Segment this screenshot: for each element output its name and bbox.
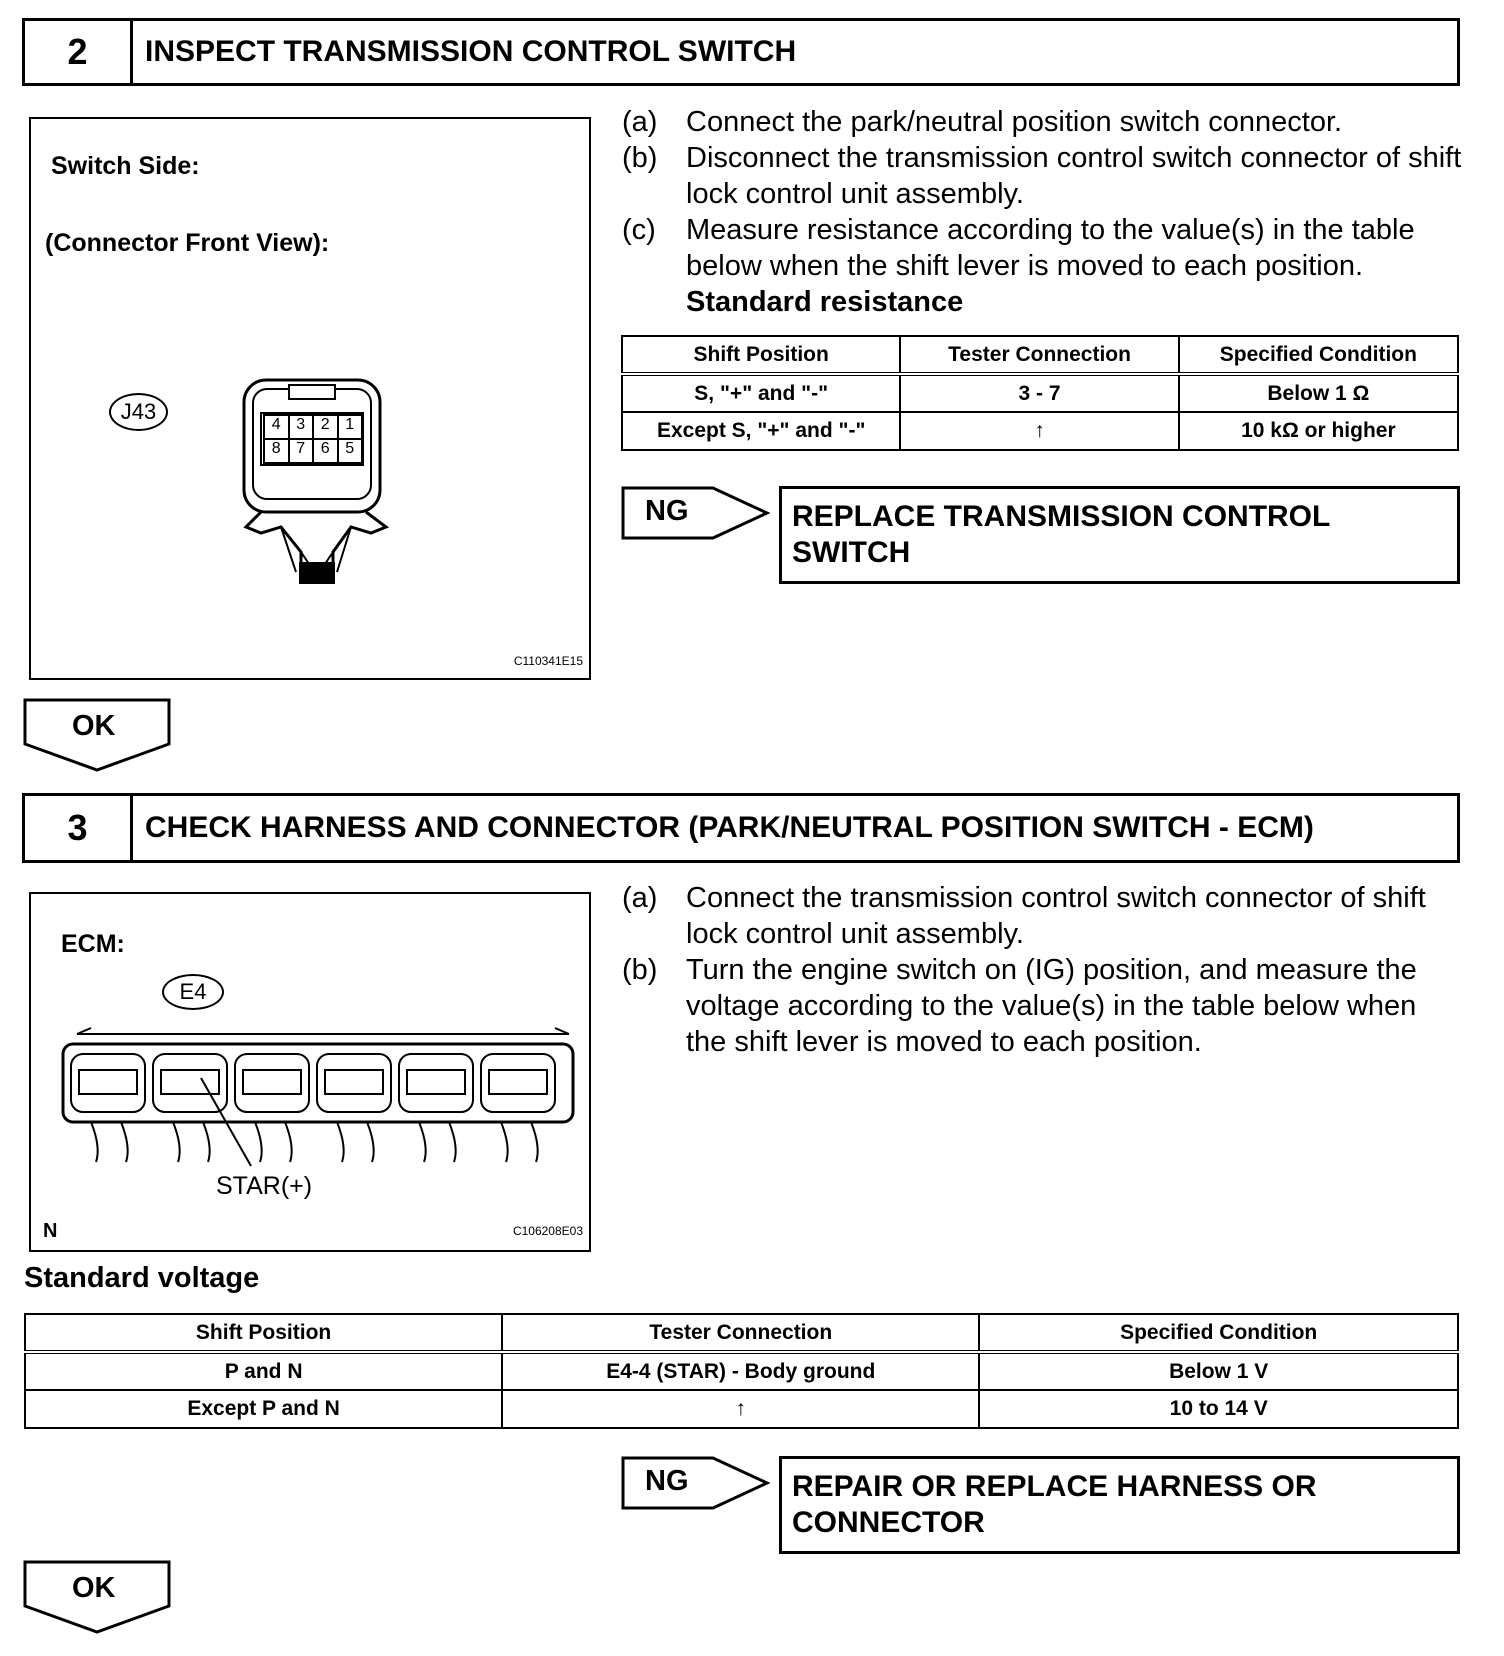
table-header: Specified Condition [979,1314,1458,1352]
table-header: Specified Condition [1179,336,1458,374]
step-number: 2 [25,21,133,83]
pin-7: 7 [289,439,314,463]
ng-arrow [621,1456,771,1516]
instruction-item: (a) Connect the park/neutral position switch connector. [622,106,1343,138]
pin-5: 5 [338,439,363,463]
step-2-instructions [622,104,1462,320]
pin-4: 4 [264,415,289,439]
figure-id: C106208E03 [512,1224,583,1238]
table-header: Tester Connection [900,336,1178,374]
ecm-connector-drawing [61,1012,581,1202]
standard-resistance-label: Standard resistance [686,286,964,318]
switch-connector-figure [29,117,591,680]
connector-id-callout: J43 [109,393,168,431]
table-header: Shift Position [622,336,900,374]
pin-grid [263,414,363,464]
ok-label: OK [72,1572,116,1604]
step-title: CHECK HARNESS AND CONNECTOR (PARK/NEUTRAL POSITION SWITCH - ECM) [145,811,1314,844]
step-3-header [22,793,1460,863]
figure-label-connector-front-view: (Connector Front View): [45,229,330,257]
table-row: S, "+" and "-" 3 - 7 Below 1 Ω [622,374,1458,412]
step-3-instructions [622,880,1462,1060]
pin-3: 3 [289,415,314,439]
ng-label: NG [645,495,689,527]
table-row: Except S, "+" and "-" ↑ 10 kΩ or higher [622,412,1458,450]
step-number: 3 [25,796,133,860]
table-header: Tester Connection [502,1314,979,1352]
instruction-item: (b) Turn the engine switch on (IG) position, and measure the voltage according to the value(s) in the table below when the shift lever is moved to each position. [622,954,1417,1058]
pin-2: 2 [313,415,338,439]
step-2-header [22,18,1460,86]
instruction-item: (b) Disconnect the transmission control switch connector of shift lock control unit assembly. [622,142,1462,210]
connector-id-callout: E4 [162,974,224,1010]
table-row: P and N E4-4 (STAR) - Body ground Below 1 V [25,1352,1458,1390]
connector-drawing [241,377,391,597]
pin-6: 6 [313,439,338,463]
corner-mark: N [43,1220,58,1242]
terminal-label: STAR(+) [216,1172,313,1200]
figure-label-switch-side: Switch Side: [51,152,200,180]
pin-8: 8 [264,439,289,463]
table-row: Except P and N ↑ 10 to 14 V [25,1390,1458,1428]
voltage-table [24,1313,1459,1429]
instruction-item: (a) Connect the transmission control switch connector of shift lock control unit assembly. [622,882,1426,950]
figure-label-ecm: ECM: [61,930,125,958]
resistance-table [621,335,1459,451]
ecm-connector-figure [29,892,591,1252]
ng-arrow [621,486,771,546]
instruction-item: (c) Measure resistance according to the value(s) in the table below when the shift lever is moved to each position. [622,214,1415,282]
step-title: INSPECT TRANSMISSION CONTROL SWITCH [145,35,797,68]
figure-id: C110341E15 [513,654,583,668]
ng-label: NG [645,1465,689,1497]
pin-1: 1 [338,415,363,439]
standard-voltage-label: Standard voltage [24,1262,260,1294]
ng-result-box: REPLACE TRANSMISSION CONTROL SWITCH [779,486,1460,584]
ok-label: OK [72,710,116,742]
ng-result-box: REPAIR OR REPLACE HARNESS OR CONNECTOR [779,1456,1460,1554]
table-header: Shift Position [25,1314,502,1352]
